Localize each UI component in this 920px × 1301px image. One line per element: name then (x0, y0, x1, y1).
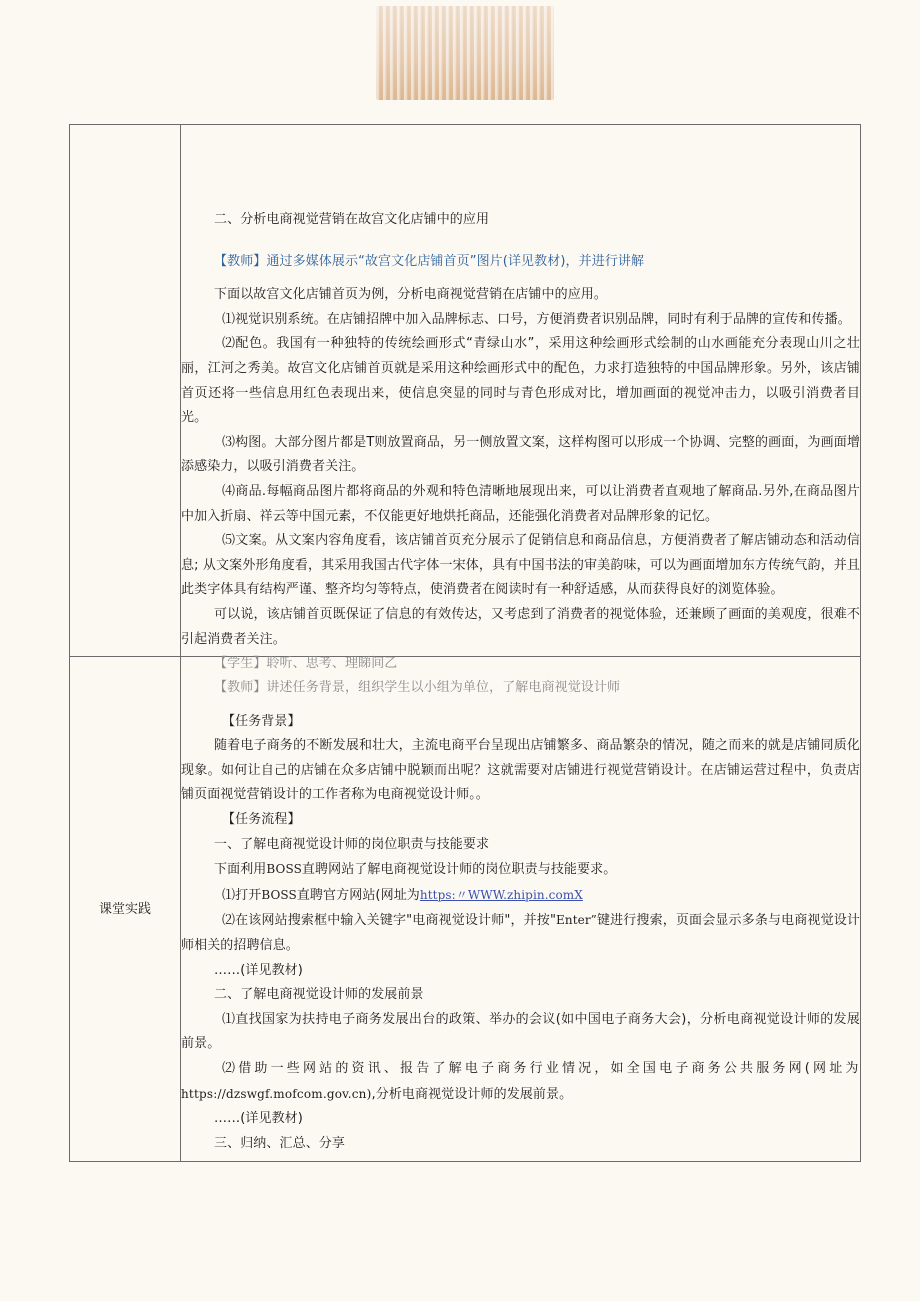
step1-item2: ⑵在该网站搜索框中输入关键字"电商视觉设计师"，并按"Enter”键进行搜索，页面会显示多条与电商视觉设计师相关的招聘信息。 (181, 913, 860, 953)
task-background-heading: 【任务背景】 (222, 713, 301, 729)
step2-item1: ⑴直找国家为扶持电子商务发展出台的政策、举办的会议(如中国电子商务大会)，分析电商视觉设计师的发展前景。 (181, 1011, 860, 1052)
step1-intro: 下面利用BOSS直聘网站了解电商视觉设计师的岗位职责与技能要求。 (214, 862, 617, 878)
teacher-note-2: 【教师】讲述任务背景，组织学生以小组为单位，了解电商视觉设计师 (214, 680, 621, 695)
task-background-text: 随着电子商务的不断发展和壮大，主流电商平台呈现出店铺繁多、商品繁杂的情况，随之而来的就是店铺同质化现象。如何让自己的店铺在众多店铺中脱颖而出呢？这就需要对店铺进行视觉营销设计。在店铺运营过程中，负责店铺页面视觉营销设计的工作者称为电商视觉设计师。。 (181, 738, 860, 803)
step2-item2: ⑵借助一些网站的资讯、报告了解电子商务行业情况，如全国电子商务公共服务网(网址为https://dzswgf.mofcom.gov.cn),分析电商视觉设计师的发展前景。 (181, 1060, 860, 1102)
task-flow-heading: 【任务流程】 (222, 811, 301, 827)
step2-more: ……(详见教材) (214, 1111, 303, 1127)
student-note-1: 【学生】聆听、思考、理睇间乙 (214, 656, 398, 672)
row-label-practice: 课堂实践 (98, 902, 151, 917)
step2-title: 二、了解电商视觉设计师的发展前景 (214, 987, 424, 1003)
lesson-table (69, 124, 861, 1162)
row1-content (181, 208, 860, 677)
paragraph-color: ⑵配色。我国有一种独特的传统绘画形式“青绿山水”，采用这种绘画形式绘制的山水画能充分表现山川之壮丽，江河之秀美。故宫文化店铺首页就是采用这种绘画形式中的配色，力求打造独特的中国品牌形象。另外，该店铺首页还将一些信息用红色表现出来，使信息突显的同时与青色形成对比，增加画面的视觉冲击力，以吸引消费者目光。 (181, 336, 860, 426)
paragraph-product: ⑷商品.每幅商品图片都将商品的外观和特色清晰地展现出来，可以让消费者直观地了解商品.另外,在商品图片中加入折扇、祥云等中国元素，不仅能更好地烘托商品，还能强化消费者对品牌形象的记忆。 (181, 483, 860, 524)
boss-url-link[interactable]: https:〃WWW.zhipin.comX (419, 887, 583, 902)
mofcom-url: https://dzswgf.mofcom.gov.cn) (181, 1086, 372, 1101)
row2-content (181, 676, 860, 1156)
step1-more: ……(详见教材) (214, 962, 303, 978)
step1-item1: ⑴打开BOSS直聘官方网站(网址为https:〃WWW.zhipin.comX (222, 887, 583, 903)
intro-paragraph: 下面以故宫文化店铺首页为例，分析电商视觉营销在店铺中的应用。 (214, 287, 608, 303)
paragraph-visual-identity: ⑴视觉识别系统。在店铺招牌中加入品牌标志、口号，方便消费者识别品牌，同时有利于品牌的宣传和传播。 (222, 311, 851, 327)
teacher-note-1: 【教师】通过多媒体展示“故宫文化店铺首页”图片(详见教材)，并进行讲解 (214, 253, 645, 269)
paragraph-composition: ⑶构图。大部分图片都是T则放置商品，另一侧放置文案，这样构图可以形成一个协调、完整的画面，为画面增添感染力，以吸引消费者关注。 (181, 434, 860, 475)
paragraph-copywriting: ⑸文案。从文案内容角度看，该店铺首页充分展示了促销信息和商品信息，方便消费者了解店铺动态和活动信息; 从文案外形角度看，其采用我国古代字体一宋体，具有中国书法的审美韵味，可以为画面增加东方传统气韵，并且此类字体具有结构严谨、整齐均匀等特点，使消费者在阅读时有一种舒适感，从而获得良好的浏览体验。 (181, 533, 860, 598)
header-decoration (376, 6, 554, 100)
summary-paragraph: 可以说，该店铺首页既保证了信息的有效传达，又考虑到了消费者的视觉体验，还兼顾了画面的美观度，很难不引起消费者关注。 (181, 606, 860, 647)
step3-title: 三、归纳、汇总、分享 (214, 1135, 346, 1151)
step1-title: 一、了解电商视觉设计师的岗位职责与技能要求 (214, 836, 490, 852)
section-title-analysis: 二、分析电商视觉营销在故宫文化店铺中的应用 (214, 212, 490, 227)
